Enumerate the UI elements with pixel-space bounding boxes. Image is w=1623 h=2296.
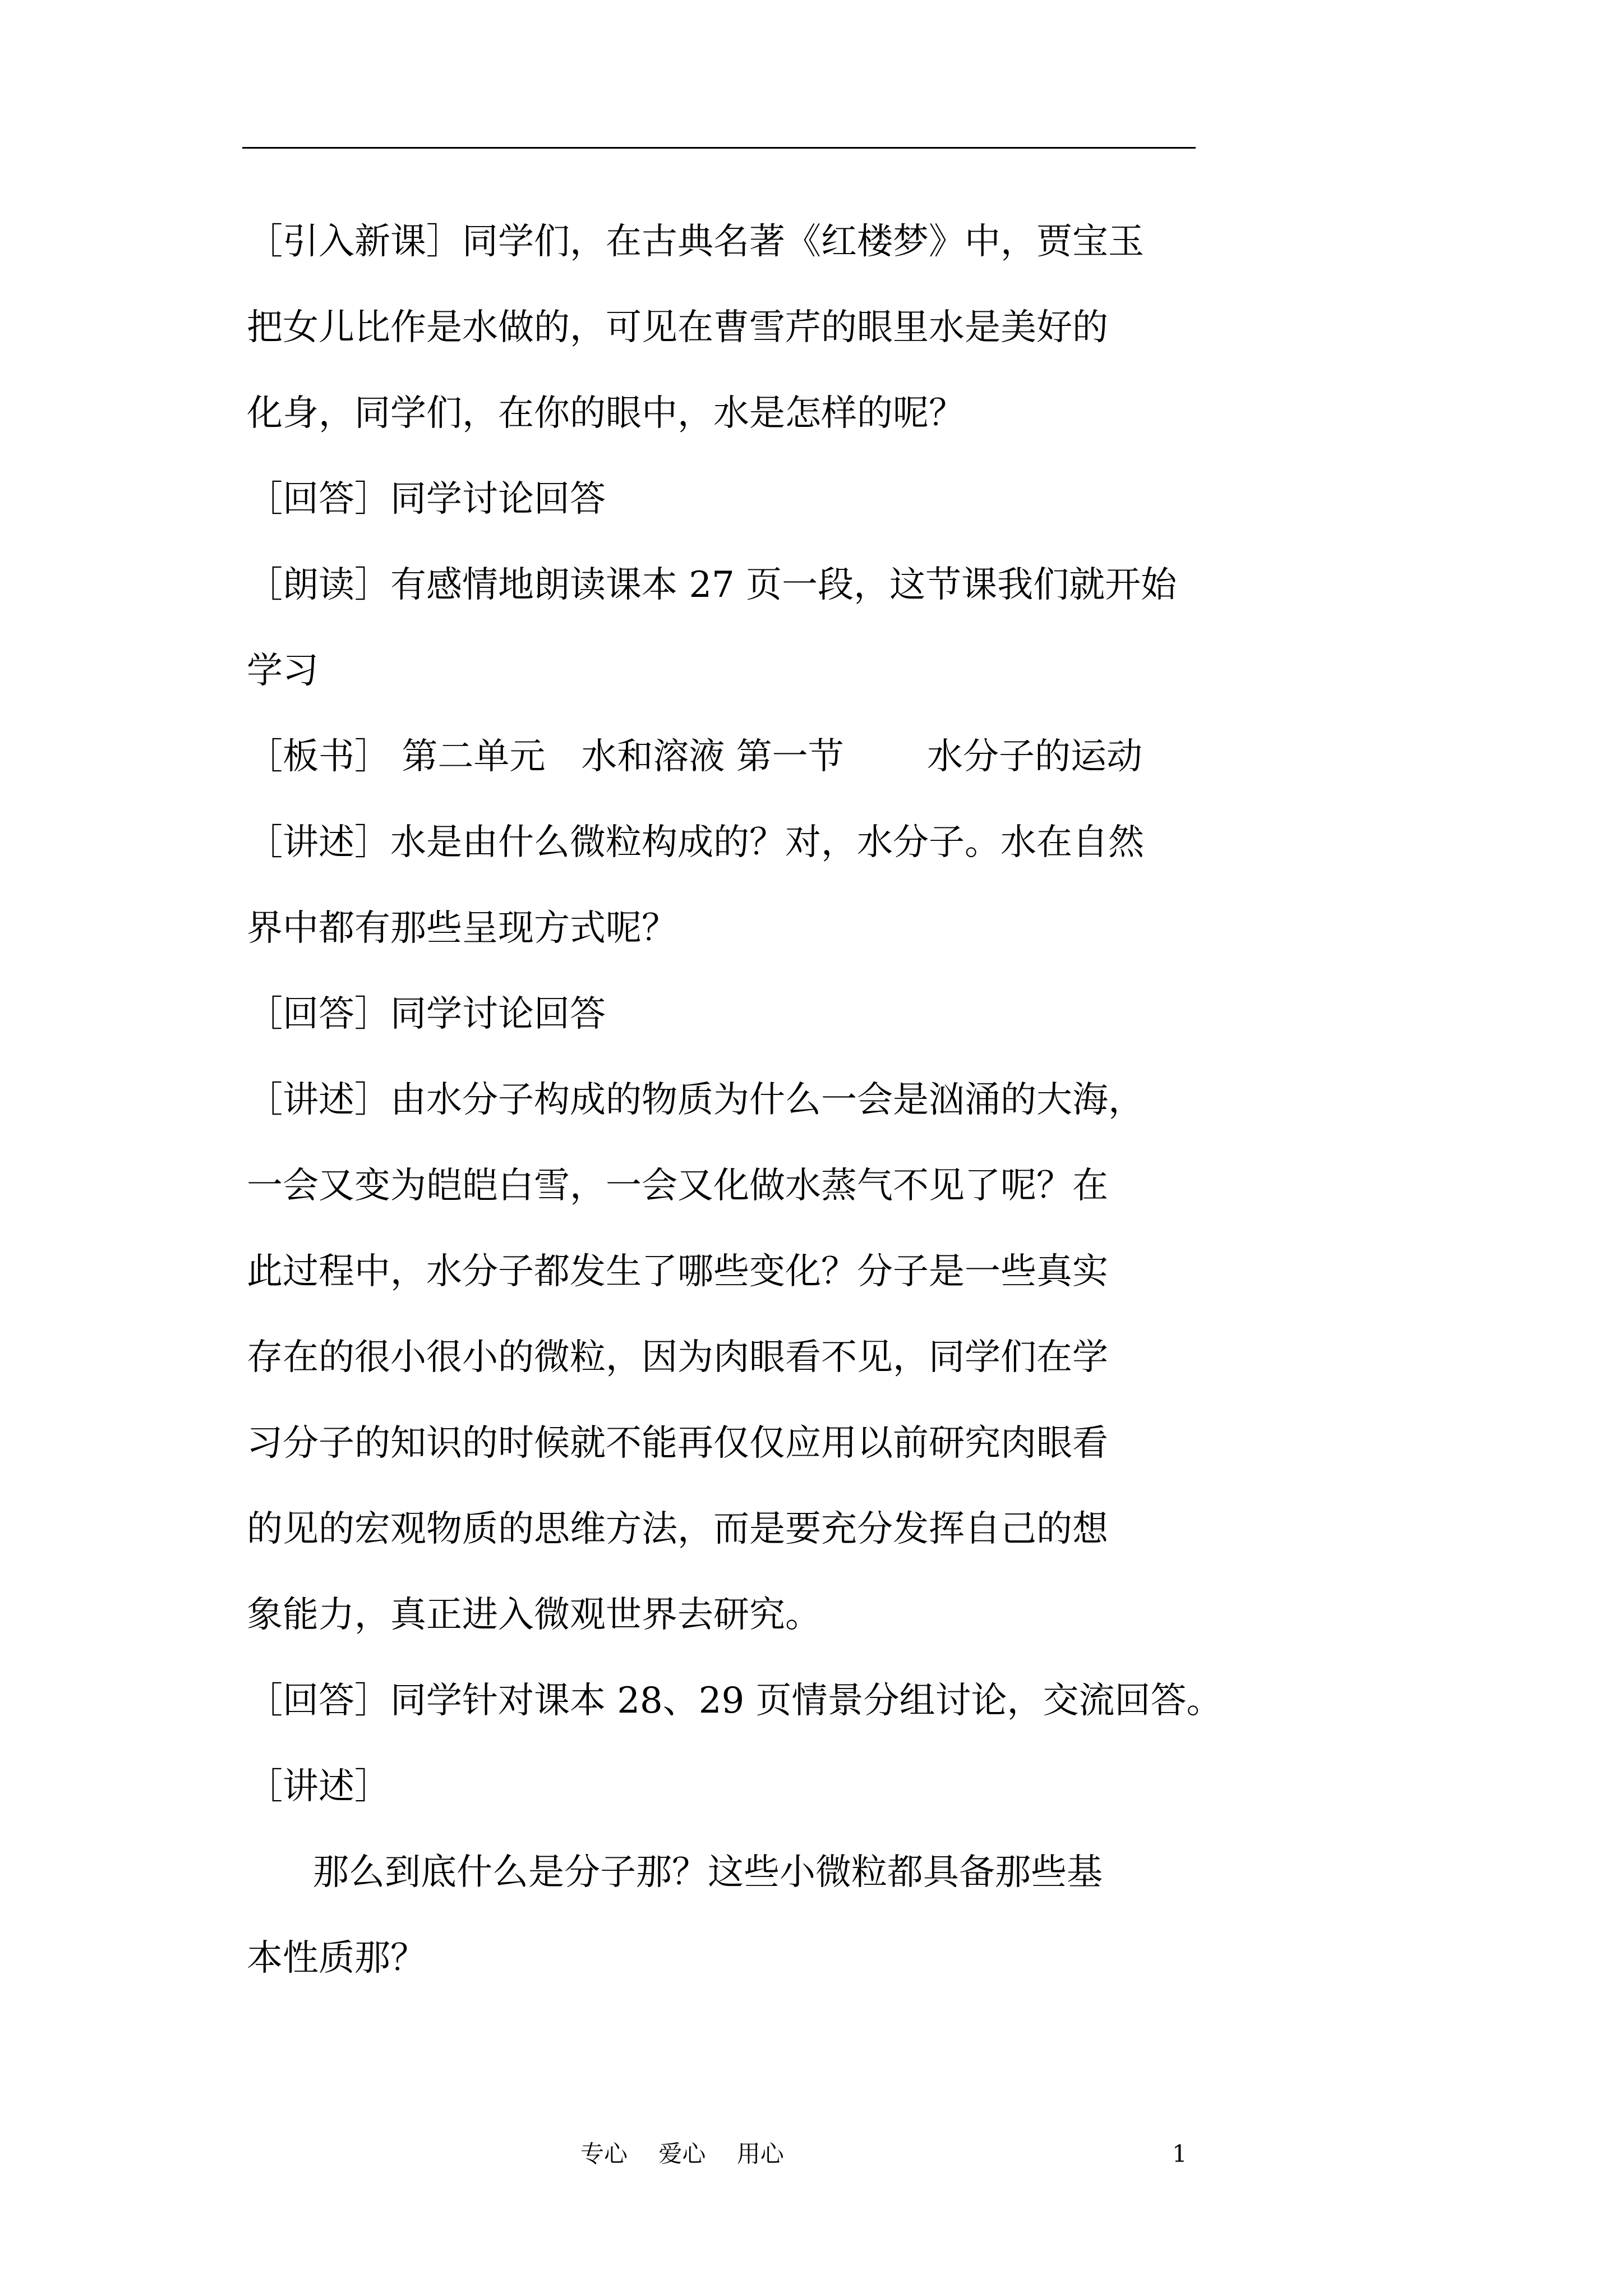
header-rule: [242, 147, 1196, 149]
footer-motto: 专心 爱心 用心: [580, 2140, 784, 2168]
text-line: ［讲述］水是由什么微粒构成的？对，水分子。水在自然: [247, 822, 1144, 863]
text-line: 的见的宏观物质的思维方法，而是要充分发挥自己的想: [247, 1508, 1108, 1550]
page-number: 1: [1172, 2140, 1187, 2168]
text-line: ［引入新课］同学们，在古典名著《红楼梦》中，贾宝玉: [247, 221, 1144, 263]
text-line: 此过程中，水分子都发生了哪些变化？分子是一些真实: [247, 1251, 1108, 1292]
text-line: 存在的很小很小的微粒，因为肉眼看不见，同学们在学: [247, 1337, 1108, 1378]
text-line: ［回答］同学讨论回答: [247, 478, 606, 520]
text-line: 一会又变为皑皑白雪，一会又化做水蒸气不见了呢？在: [247, 1165, 1108, 1207]
text-line: 把女儿比作是水做的，可见在曹雪芹的眼里水是美好的: [247, 307, 1108, 348]
text-line: 习分子的知识的时候就不能再仅仅应用以前研究肉眼看: [247, 1423, 1108, 1464]
text-line: 象能力，真正进入微观世界去研究。: [247, 1594, 821, 1636]
document-body: [247, 199, 1223, 2001]
page-footer: [0, 2137, 1623, 2182]
text-line: 化身，同学们，在你的眼中，水是怎样的呢？: [247, 393, 965, 434]
text-line: ［讲述］由水分子构成的物质为什么一会是汹涌的大海，: [247, 1079, 1144, 1121]
text-line: 学习: [247, 650, 319, 692]
text-line: 界中都有那些呈现方式呢？: [247, 908, 677, 949]
text-line: ［板书］ 第二单元 水和溶液 第一节 水分子的运动: [247, 736, 1143, 777]
text-line: ［讲述］: [247, 1766, 390, 1807]
text-line: 本性质那？: [247, 1938, 426, 1979]
text-line: ［朗读］有感情地朗读课本 27 页一段，这节课我们就开始: [247, 564, 1177, 606]
text-line: 那么到底什么是分子那？这些小微粒都具备那些基: [313, 1852, 1103, 1893]
text-line: ［回答］同学讨论回答: [247, 993, 606, 1035]
text-line: ［回答］同学针对课本 28、29 页情景分组讨论，交流回答。: [247, 1680, 1223, 1722]
